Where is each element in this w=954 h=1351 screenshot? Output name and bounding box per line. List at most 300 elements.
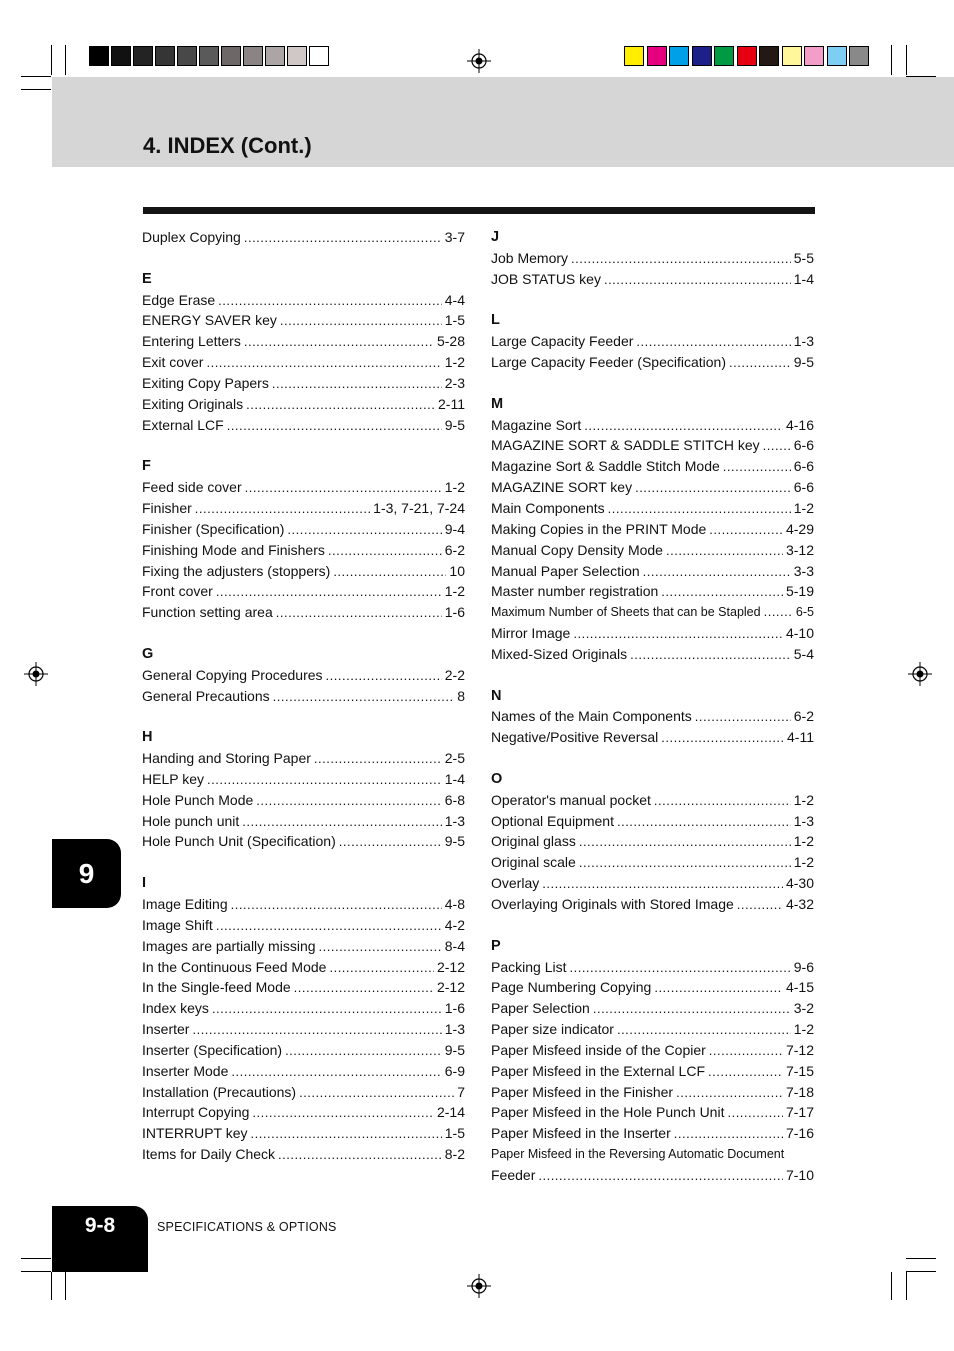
index-letter-heading: M [491, 395, 504, 412]
index-entry [491, 623, 814, 644]
index-entry [142, 1123, 465, 1144]
dot-leader [299, 1082, 454, 1104]
dot-leader [285, 1040, 442, 1062]
index-entry [142, 748, 465, 769]
index-term: Entering Letters [142, 333, 241, 350]
index-entry [142, 1019, 465, 1040]
index-entry [491, 1144, 814, 1165]
index-entry [142, 227, 465, 248]
index-term: Inserter (Specification) [142, 1041, 283, 1058]
index-entry [491, 1082, 814, 1103]
index-page-ref: 6-8 [444, 791, 465, 808]
index-page-ref: 1-2 [793, 854, 814, 871]
index-entry [491, 415, 814, 436]
dot-leader [573, 623, 783, 645]
index-page-ref: 3-3 [793, 562, 814, 579]
dot-leader [251, 1123, 442, 1145]
color-swatch [669, 46, 689, 66]
crop-mark [51, 1272, 52, 1300]
index-entry [142, 811, 465, 832]
dot-leader [231, 894, 442, 916]
index-page-ref: 4-15 [785, 979, 814, 996]
index-term: Paper Selection [491, 1000, 590, 1017]
index-term: Maximum Number of Sheets that can be Stapled [491, 605, 761, 620]
index-entry [491, 269, 814, 290]
index-page-ref: 1-6 [444, 1000, 465, 1017]
index-page-ref: 10 [449, 562, 465, 579]
index-entry [142, 1061, 465, 1082]
index-term: Overlay [491, 875, 540, 892]
index-letter-heading: J [491, 229, 500, 245]
index-page-ref: 2-2 [444, 666, 465, 683]
index-term: In the Single-feed Mode [142, 979, 291, 996]
index-entry [142, 957, 465, 978]
index-entry [491, 1165, 814, 1186]
index-letter-heading: E [142, 270, 152, 287]
index-entry [491, 957, 814, 978]
index-term: Optional Equipment [491, 812, 614, 829]
index-page-ref: 7-15 [785, 1062, 814, 1079]
dot-leader [227, 415, 442, 437]
index-term: Making Copies in the PRINT Mode [491, 520, 707, 537]
index-entry [142, 394, 465, 415]
index-page-ref: 1-3 [444, 1021, 465, 1038]
dot-leader [608, 498, 791, 520]
crop-mark [891, 1272, 892, 1300]
index-letter-heading: F [142, 458, 151, 475]
dot-leader [676, 1082, 783, 1104]
index-term: HELP key [142, 770, 204, 787]
index-page-ref: 3-2 [793, 1000, 814, 1017]
index-page-ref: 1-2 [444, 354, 465, 371]
index-term: Main Components [491, 499, 605, 516]
index-entry [142, 790, 465, 811]
index-page-ref: 1-6 [444, 604, 465, 621]
index-page-ref: 5-28 [436, 333, 465, 350]
index-term: Job Memory [491, 249, 569, 266]
dot-leader [763, 435, 791, 457]
dot-leader [231, 1061, 441, 1083]
index-page-ref: 9-5 [793, 354, 814, 371]
color-swatch [624, 46, 644, 66]
index-entry [491, 977, 814, 998]
dot-leader [328, 540, 442, 562]
section-label: SPECIFICATIONS & OPTIONS [157, 1220, 337, 1234]
dot-leader [661, 727, 784, 749]
registration-mark-icon [467, 1274, 491, 1298]
dot-leader [287, 519, 441, 541]
index-term: Negative/Positive Reversal [491, 729, 659, 746]
index-term: Function setting area [142, 604, 273, 621]
dot-leader [195, 498, 370, 520]
dot-leader [695, 706, 791, 728]
index-page-ref: 5-5 [793, 249, 814, 266]
index-term: Inserter Mode [142, 1062, 229, 1079]
index-term: Mixed-Sized Originals [491, 645, 628, 662]
index-term: Items for Daily Check [142, 1146, 276, 1163]
gray-swatch [155, 46, 175, 66]
dot-leader [579, 852, 791, 874]
dot-leader [729, 352, 791, 374]
dot-leader [246, 394, 435, 416]
index-page-ref: 9-5 [444, 1041, 465, 1058]
index-entry [491, 435, 814, 456]
index-page-ref: 7-17 [785, 1104, 814, 1121]
index-term: Hole punch unit [142, 812, 240, 829]
index-page-ref: 1-5 [444, 1125, 465, 1142]
crop-mark [906, 1258, 936, 1259]
index-page-ref: 1-2 [793, 1021, 814, 1038]
index-term: Mirror Image [491, 625, 571, 642]
index-term: Finisher [142, 499, 192, 516]
index-entry [142, 977, 465, 998]
index-page-ref: 8-4 [444, 937, 465, 954]
dot-leader [333, 561, 446, 583]
index-entry [491, 873, 814, 894]
index-entry [142, 915, 465, 936]
index-column-left [142, 227, 465, 1165]
dot-leader [654, 977, 783, 999]
index-term: MAGAZINE SORT key [491, 479, 633, 496]
index-term: Large Capacity Feeder (Specification) [491, 354, 727, 371]
index-entry [142, 1082, 465, 1103]
index-term: MAGAZINE SORT & SADDLE STITCH key [491, 437, 760, 454]
index-page-ref: 4-8 [444, 896, 465, 912]
crop-mark [51, 45, 52, 75]
gray-swatch [265, 46, 285, 66]
dot-leader [212, 998, 442, 1020]
index-term: Finishing Mode and Finishers [142, 541, 325, 558]
crop-mark [65, 1272, 66, 1300]
index-entry [491, 1102, 814, 1123]
index-entry [142, 686, 465, 707]
index-page-ref: 5-4 [793, 645, 814, 662]
dot-leader [764, 602, 793, 623]
index-term: Front cover [142, 583, 213, 600]
dot-leader [242, 811, 441, 833]
index-page-ref: 9-5 [444, 833, 465, 850]
crop-mark [21, 1258, 51, 1259]
index-term: General Copying Procedures [142, 666, 323, 683]
index-page-ref: 6-6 [793, 437, 814, 454]
index-entry [142, 1040, 465, 1061]
index-entry [142, 290, 465, 311]
index-term: In the Continuous Feed Mode [142, 958, 327, 975]
index-page-ref: 2-3 [444, 374, 465, 391]
title-rule [143, 207, 815, 214]
registration-mark-icon [24, 662, 48, 686]
index-page-ref: 4-10 [785, 625, 814, 642]
dot-leader [630, 644, 791, 666]
index-entry [142, 998, 465, 1019]
gray-swatch [221, 46, 241, 66]
index-letter-heading: L [491, 312, 500, 329]
color-swatch [759, 46, 779, 66]
index-page-ref: 2-12 [436, 958, 465, 975]
index-entry [142, 310, 465, 331]
index-term: Installation (Precautions) [142, 1083, 297, 1100]
index-term: Magazine Sort & Saddle Stitch Mode [491, 458, 720, 475]
index-term: Hole Punch Mode [142, 791, 254, 808]
index-entry [491, 644, 814, 665]
index-page-ref: 5-19 [785, 583, 814, 600]
index-entry [491, 811, 814, 832]
index-term: Paper Misfeed in the Hole Punch Unit [491, 1104, 725, 1121]
color-swatch [849, 46, 869, 66]
index-letter-heading: H [142, 729, 153, 746]
index-letter-heading: N [491, 687, 502, 704]
dot-leader [252, 1102, 434, 1124]
index-term: Names of the Main Components [491, 708, 692, 725]
dot-leader [206, 352, 441, 374]
index-term: Manual Paper Selection [491, 562, 640, 579]
index-page-ref: 2-12 [436, 979, 465, 996]
dot-leader [273, 686, 455, 708]
index-entry [142, 894, 465, 915]
index-entry [142, 831, 465, 852]
index-page-ref: 3-12 [785, 541, 814, 558]
dot-leader [709, 519, 783, 541]
color-swatch [647, 46, 667, 66]
dot-leader [294, 977, 434, 999]
dot-leader [636, 331, 790, 353]
dot-leader [280, 310, 442, 332]
color-swatch [782, 46, 802, 66]
dot-leader [278, 1144, 442, 1166]
gray-swatch [177, 46, 197, 66]
index-entry [491, 831, 814, 852]
index-entry [142, 519, 465, 540]
index-page-ref: 4-29 [785, 520, 814, 537]
index-entry [491, 519, 814, 540]
index-page-ref: 2-5 [444, 750, 465, 767]
index-term: Operator's manual pocket [491, 791, 651, 808]
dot-leader [708, 1061, 783, 1083]
index-term: Paper Misfeed inside of the Copier [491, 1041, 706, 1058]
gray-swatch [111, 46, 131, 66]
dot-leader [571, 248, 791, 270]
index-page-ref: 1-2 [793, 833, 814, 850]
index-term: Inserter [142, 1021, 190, 1038]
dot-leader [192, 1019, 441, 1041]
index-entry [491, 1040, 814, 1061]
dot-leader [339, 831, 442, 853]
index-letter-heading: O [491, 770, 503, 787]
index-page-ref: 1-2 [793, 791, 814, 808]
index-term: Index keys [142, 1000, 209, 1017]
index-entry [491, 540, 814, 561]
dot-leader [244, 227, 442, 249]
index-term: General Precautions [142, 687, 270, 704]
crop-mark [21, 89, 51, 90]
index-page-ref: 7-18 [785, 1083, 814, 1100]
index-entry [491, 998, 814, 1019]
dot-leader [674, 1123, 783, 1145]
index-term: Original scale [491, 854, 576, 871]
index-term: Paper Misfeed in the External LCF [491, 1062, 705, 1079]
index-entry [142, 498, 465, 519]
index-term: Paper size indicator [491, 1021, 614, 1038]
index-term: INTERRUPT key [142, 1125, 248, 1142]
registration-mark-icon [908, 662, 932, 686]
page-number: 9-8 [84, 1214, 116, 1237]
index-entry [142, 331, 465, 352]
index-term: Image Editing [142, 896, 228, 912]
color-swatch [827, 46, 847, 66]
page-number-tab [52, 1206, 148, 1272]
dot-leader [538, 1165, 783, 1187]
index-entry [142, 415, 465, 436]
dot-leader [329, 957, 434, 979]
index-term: Page Numbering Copying [491, 979, 652, 996]
index-entry [142, 352, 465, 373]
dot-leader [326, 665, 442, 687]
dot-leader [245, 477, 442, 499]
dot-leader [579, 831, 791, 853]
index-entry [491, 894, 814, 915]
dot-leader [256, 790, 441, 812]
index-term: Feeder [491, 1166, 536, 1183]
index-entry [491, 498, 814, 519]
index-page-ref: 1-4 [793, 270, 814, 287]
gray-swatch [89, 46, 109, 66]
dot-leader [635, 477, 791, 499]
index-entry [491, 852, 814, 873]
index-term: Magazine Sort [491, 416, 582, 433]
index-entry [142, 373, 465, 394]
dot-leader [661, 581, 783, 603]
index-page-ref: 9-5 [444, 416, 465, 433]
index-page-ref: 1-2 [793, 499, 814, 516]
index-entry [142, 602, 465, 623]
index-term: Large Capacity Feeder [491, 333, 634, 350]
index-term: Original glass [491, 833, 576, 850]
index-entry [491, 1019, 814, 1040]
index-term: Paper Misfeed in the Reversing Automatic Document [491, 1147, 785, 1162]
index-term: Edge Erase [142, 291, 216, 308]
crop-mark [891, 45, 892, 75]
dot-leader [569, 957, 790, 979]
crop-mark [21, 76, 51, 77]
index-term: Hole Punch Unit (Specification) [142, 833, 336, 850]
crop-mark [906, 45, 907, 75]
registration-mark-icon [467, 49, 491, 73]
index-page-ref: 7-10 [785, 1166, 814, 1183]
dot-leader [604, 269, 791, 291]
chapter-tab [52, 839, 121, 908]
color-swatch [714, 46, 734, 66]
index-page-ref: 6-2 [793, 708, 814, 725]
index-term: Interrupt Copying [142, 1104, 250, 1121]
index-term: Master number registration [491, 583, 659, 600]
index-page-ref: 1-3 [793, 333, 814, 350]
dot-leader [276, 602, 442, 624]
index-entry [142, 540, 465, 561]
dot-leader [218, 290, 442, 312]
index-page-ref: 4-16 [785, 416, 814, 433]
gray-swatch [199, 46, 219, 66]
crop-mark [21, 1271, 51, 1272]
dot-leader [272, 373, 442, 395]
dot-leader [216, 581, 442, 603]
index-entry [142, 936, 465, 957]
index-page-ref: 1-2 [444, 479, 465, 496]
index-term: Fixing the adjusters (stoppers) [142, 562, 331, 579]
dot-leader [314, 748, 442, 770]
index-entry [142, 561, 465, 582]
index-page-ref: 1-3 [444, 812, 465, 829]
index-entry [491, 581, 814, 602]
index-entry [142, 1144, 465, 1165]
index-letter-heading: P [491, 937, 501, 954]
index-page-ref: 6-6 [793, 458, 814, 475]
dot-leader [723, 456, 791, 478]
index-page-ref: 7-16 [785, 1125, 814, 1142]
index-term: Finisher (Specification) [142, 520, 285, 537]
dot-leader [643, 561, 791, 583]
index-entry [491, 1061, 814, 1082]
index-term: Duplex Copying [142, 229, 241, 245]
index-page-ref: 7 [457, 1083, 465, 1100]
index-term: Overlaying Originals with Stored Image [491, 896, 734, 912]
index-page-ref: 2-11 [438, 395, 465, 412]
color-swatch [737, 46, 757, 66]
index-entry [491, 456, 814, 477]
index-page-ref: 1-2 [444, 583, 465, 600]
index-entry [491, 352, 814, 373]
index-page-ref: 9-6 [793, 958, 814, 975]
index-term: Images are partially missing [142, 937, 316, 954]
index-page-ref: 8 [457, 687, 465, 704]
dot-leader [244, 331, 434, 353]
index-entry [142, 769, 465, 790]
crop-mark [906, 1271, 936, 1272]
index-entry [491, 727, 814, 748]
index-entry [491, 790, 814, 811]
index-entry [142, 665, 465, 686]
index-page-ref: 4-11 [787, 729, 814, 746]
index-entry [491, 331, 814, 352]
index-page-ref: 4-32 [785, 896, 814, 912]
index-term: Manual Copy Density Mode [491, 541, 663, 558]
index-term: Paper Misfeed in the Finisher [491, 1083, 674, 1100]
dot-leader [207, 769, 442, 791]
index-page-ref: 1-3 [793, 812, 814, 829]
chapter-number: 9 [78, 857, 95, 889]
index-entry [142, 477, 465, 498]
page-title: 4. INDEX (Cont.) [143, 133, 312, 158]
dot-leader [584, 415, 783, 437]
dot-leader [709, 1040, 783, 1062]
index-entry [491, 561, 814, 582]
index-page-ref: 4-30 [785, 875, 814, 892]
dot-leader [654, 790, 791, 812]
index-page-ref: 1-5 [444, 312, 465, 329]
index-term: Packing List [491, 958, 567, 975]
dot-leader [593, 998, 791, 1020]
dot-leader [727, 1102, 783, 1124]
index-entry [491, 602, 814, 623]
crop-mark [906, 1272, 907, 1300]
index-term: JOB STATUS key [491, 270, 601, 287]
index-entry [142, 1102, 465, 1123]
index-entry [491, 1123, 814, 1144]
gray-swatch [133, 46, 153, 66]
index-term: Exiting Copy Papers [142, 374, 269, 391]
index-column-right [491, 227, 814, 1186]
index-page-ref: 4-4 [444, 291, 465, 308]
gray-swatch [309, 46, 329, 66]
